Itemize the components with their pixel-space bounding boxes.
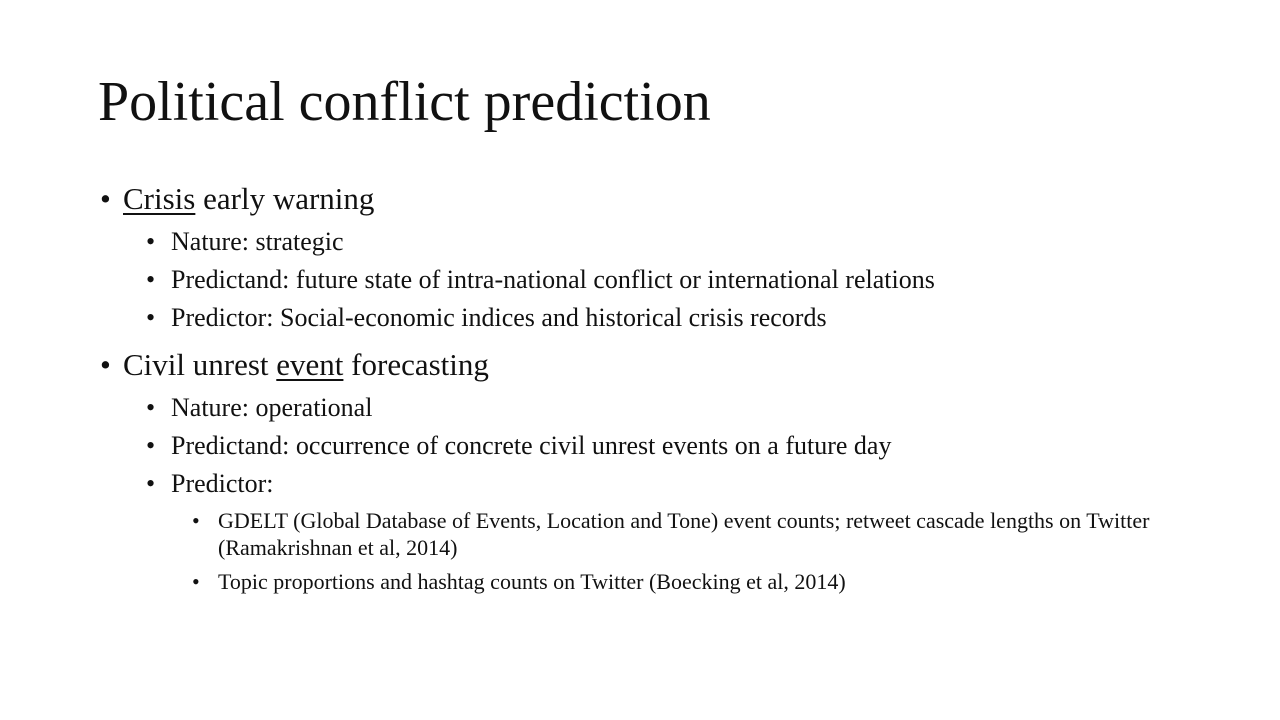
sub-bullet-text: Predictor: [171,469,274,498]
sub-sub-bullet-text: Topic proportions and hashtag counts on Twitter (Boecking et al, 2014) [218,569,846,594]
slide-title: Political conflict prediction [98,71,711,133]
sub-bullet-text: Predictand: occurrence of concrete civil unrest events on a future day [171,431,892,460]
bullet-dot: • [146,265,156,294]
sub-sub-bullet-topic-proportions [192,568,1228,595]
bullet-dot: • [146,227,156,256]
sub-sub-bullet-gdelt [192,507,1228,561]
sub-bullet-predictor [146,468,1228,500]
bullet-dot: • [146,469,156,498]
bullet-civil-unrest-forecasting [98,344,1228,386]
underlined-term-crisis: Crisis [123,181,196,216]
sub-bullet-text: Predictor: Social-economic indices and historical crisis records [171,303,827,332]
sub-sub-bullet-text: GDELT (Global Database of Events, Location and Tone) event counts; retweet cascade lengths on Twitter (Ramakrishnan et al, 2014) [218,508,1150,560]
sub-bullet-text: Nature: strategic [171,227,344,256]
bullet-text [123,178,1228,220]
bullet-text-rest: forecasting [343,347,489,382]
bullet-dot: • [192,508,200,533]
bullet-dot: • [192,569,200,594]
sub-bullet-predictand [146,264,1228,296]
bullet-dot: • [146,303,156,332]
sub-bullet-nature [146,392,1228,424]
sub-bullet-predictand [146,430,1228,462]
sub-bullet-text: Predictand: future state of intra-national conflict or international relations [171,265,935,294]
sub-bullet-nature [146,226,1228,258]
slide-content [98,178,1228,595]
bullet-text [123,344,1228,386]
bullet-dot: • [146,393,156,422]
bullet-text-before: Civil unrest [123,347,277,382]
bullet-dot: • [146,431,156,460]
sub-bullet-predictor [146,302,1228,334]
underlined-term-event: event [276,347,344,382]
sub-bullet-text: Nature: operational [171,393,373,422]
bullet-crisis-early-warning [98,178,1228,220]
bullet-dot: • [100,181,111,216]
bullet-dot: • [100,347,111,382]
bullet-text-rest: early warning [195,181,375,216]
